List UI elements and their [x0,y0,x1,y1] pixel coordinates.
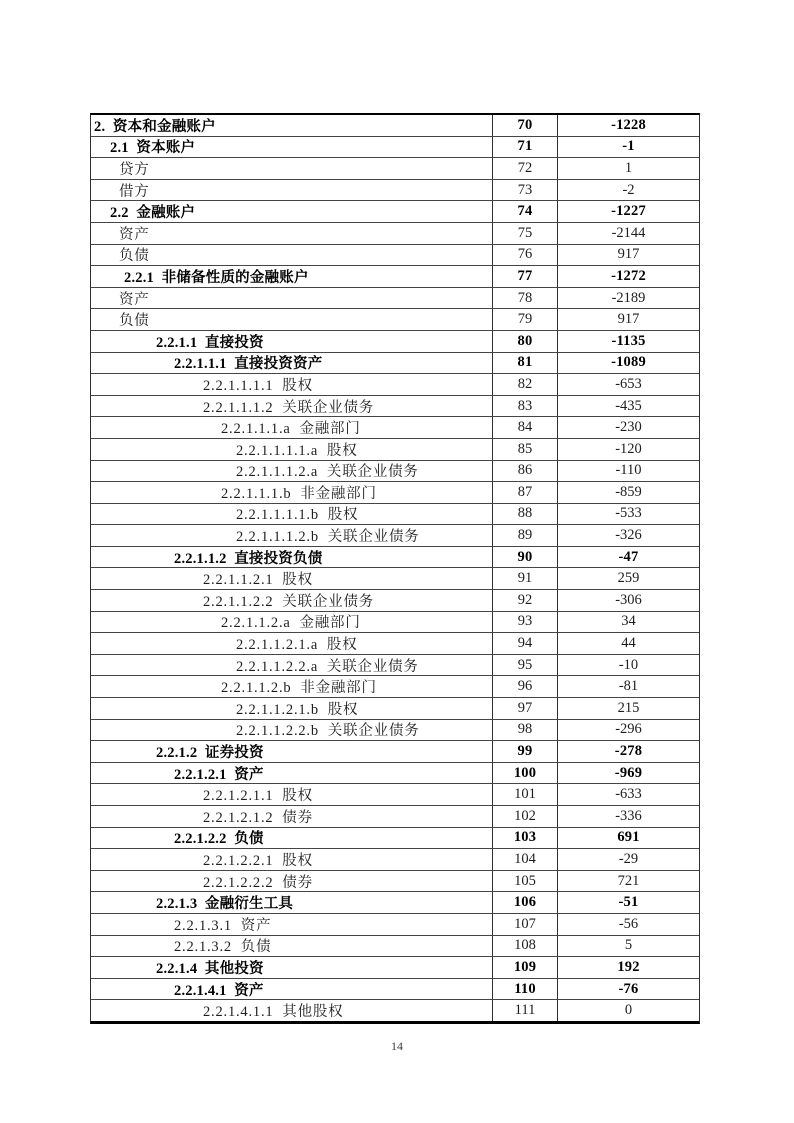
table-row [91,288,699,310]
row-item-label: 负债 [91,245,493,266]
table-row [91,504,699,526]
row-line-number: 102 [493,806,558,827]
row-value: 917 [617,311,640,328]
row-item-label: 2.2.1.2.2.1 股权 [91,849,493,870]
table-row [91,374,699,396]
row-value: 259 [617,570,640,587]
table-row [91,957,699,979]
row-line-number: 103 [493,828,558,849]
row-line-number: 74 [493,201,558,222]
row-line-number: 87 [493,482,558,503]
table-row [91,914,699,936]
row-line-number: 81 [493,353,558,374]
row-value: -2144 [611,224,646,241]
row-item-label: 2.2.1.1.2.1.a 股权 [91,633,493,654]
row-line-number: 107 [493,914,558,935]
row-line-number: 73 [493,180,558,201]
row-item-label: 2.2.1 非储备性质的金融账户 [91,266,493,287]
row-line-number: 70 [493,115,558,136]
table-row [91,137,699,159]
row-item-label: 2.2.1.1.2.1.b 股权 [91,698,493,719]
row-line-number: 82 [493,374,558,395]
row-value: -29 [618,850,639,867]
table-row [91,266,699,288]
row-value: -56 [618,915,639,932]
row-line-number: 72 [493,158,558,179]
row-value: 0 [624,1002,633,1019]
table-row [91,568,699,590]
table-row [91,590,699,612]
row-value: -2189 [611,289,646,306]
row-item-label: 2.2.1.4.1.1 其他股权 [91,1000,493,1021]
row-value: -296 [615,721,642,738]
row-line-number: 79 [493,309,558,330]
table-row [91,1000,699,1021]
table-row [91,180,699,202]
row-line-number: 76 [493,245,558,266]
table-row [91,720,699,742]
row-item-label: 资产 [91,223,493,244]
row-item-label: 2.2.1.2.1 资产 [91,763,493,784]
row-value: -110 [615,462,642,479]
row-item-label: 2.2.1.3 金融衍生工具 [91,892,493,913]
row-item-label: 2.2.1.2.2.2 债券 [91,871,493,892]
table-row [91,396,699,418]
row-line-number: 101 [493,784,558,805]
row-line-number: 98 [493,720,558,741]
table-row [91,741,699,763]
row-item-label: 2.2.1.1.1.2.a 关联企业债务 [91,461,493,482]
row-value: -653 [615,375,642,392]
row-item-label: 2.2.1.1.2.2 关联企业债务 [91,590,493,611]
page-number: 14 [391,1039,403,1053]
table-row [91,676,699,698]
row-value: 691 [617,829,640,846]
row-line-number: 99 [493,741,558,762]
row-line-number: 80 [493,331,558,352]
table-row [91,201,699,223]
row-item-label: 负债 [91,309,493,330]
table-row [91,806,699,828]
row-item-label: 2.2.1.2.1.2 债券 [91,806,493,827]
row-item-label: 2.2.1.1.2.1 股权 [91,568,493,589]
row-item-label: 2.2.1.2.1.1 股权 [91,784,493,805]
row-line-number: 108 [493,936,558,957]
row-value: -1228 [611,116,646,133]
table-row [91,223,699,245]
table-row [91,871,699,893]
table-row [91,331,699,353]
table-row [91,784,699,806]
table-row [91,828,699,850]
table-row [91,525,699,547]
row-value: -47 [618,548,639,565]
row-line-number: 86 [493,461,558,482]
row-value: 215 [617,699,640,716]
row-item-label: 贷方 [91,158,493,179]
table-row [91,612,699,634]
row-value: 5 [624,937,633,954]
row-value: -51 [618,894,639,911]
row-line-number: 91 [493,568,558,589]
row-line-number: 71 [493,137,558,158]
row-line-number: 90 [493,547,558,568]
row-value: -533 [615,505,642,522]
balance-of-payments-table [90,113,700,1024]
row-value: -230 [615,419,642,436]
row-value: 44 [621,635,636,652]
row-item-label: 2.2.1.1.2 直接投资负债 [91,547,493,568]
row-item-label: 2.2.1.1.2.b 非金融部门 [91,676,493,697]
row-value: -1227 [611,203,646,220]
row-item-label: 2.2.1.2 证券投资 [91,741,493,762]
row-value: -1272 [611,267,646,284]
row-value: -306 [615,591,642,608]
row-value: -10 [618,656,639,673]
row-line-number: 92 [493,590,558,611]
table-row [91,353,699,375]
row-value: -120 [615,440,642,457]
row-item-label: 借方 [91,180,493,201]
row-value: -1 [622,138,635,155]
row-line-number: 84 [493,417,558,438]
table-row [91,439,699,461]
row-value: -81 [618,678,639,695]
row-line-number: 77 [493,266,558,287]
row-line-number: 109 [493,957,558,978]
row-line-number: 75 [493,223,558,244]
row-item-label: 2.2.1.4.1 资产 [91,979,493,1000]
row-line-number: 97 [493,698,558,719]
row-line-number: 105 [493,871,558,892]
row-item-label: 2.2.1.1.1.a 金融部门 [91,417,493,438]
table-row [91,633,699,655]
row-line-number: 96 [493,676,558,697]
row-line-number: 93 [493,612,558,633]
row-item-label: 2.2.1.2.2 负债 [91,828,493,849]
row-item-label: 2.2.1.1.1.2.b 关联企业债务 [91,525,493,546]
table-row [91,115,699,137]
table-row [91,461,699,483]
row-value: 1 [624,159,633,176]
row-line-number: 83 [493,396,558,417]
table-row [91,417,699,439]
row-value: -633 [615,786,642,803]
table-row [91,309,699,331]
row-value: -435 [615,397,642,414]
row-item-label: 2.2.1.1.2.2.a 关联企业债务 [91,655,493,676]
row-line-number: 89 [493,525,558,546]
row-item-label: 2.2.1.4 其他投资 [91,957,493,978]
table-row [91,763,699,785]
row-item-label: 2.2.1.1.1.1 股权 [91,374,493,395]
row-item-label: 2.2.1.1 直接投资 [91,331,493,352]
row-value: 917 [617,246,640,263]
row-item-label: 2.2 金融账户 [91,201,493,222]
row-value: 192 [617,958,640,975]
row-line-number: 78 [493,288,558,309]
row-item-label: 2.2.1.3.1 资产 [91,914,493,935]
row-line-number: 94 [493,633,558,654]
table-row [91,698,699,720]
row-item-label: 2.2.1.3.2 负债 [91,936,493,957]
table-row [91,655,699,677]
table-row [91,979,699,1001]
row-value: -278 [614,743,643,760]
row-value: -1135 [611,332,646,349]
row-item-label: 2.2.1.1.1.1.a 股权 [91,439,493,460]
row-item-label: 2.2.1.1.1.b 非金融部门 [91,482,493,503]
table-row [91,158,699,180]
row-item-label: 2.2.1.1.2.a 金融部门 [91,612,493,633]
row-line-number: 85 [493,439,558,460]
row-value: 721 [617,872,640,889]
row-item-label: 2.1 资本账户 [91,137,493,158]
table-row [91,245,699,267]
row-line-number: 88 [493,504,558,525]
row-line-number: 95 [493,655,558,676]
row-item-label: 2.2.1.1.1.1.b 股权 [91,504,493,525]
row-value: -859 [615,483,642,500]
row-item-label: 2.2.1.1.1 直接投资资产 [91,353,493,374]
row-item-label: 资产 [91,288,493,309]
row-item-label: 2. 资本和金融账户 [91,115,493,136]
row-item-label: 2.2.1.1.1.2 关联企业债务 [91,396,493,417]
row-line-number: 106 [493,892,558,913]
table-row [91,482,699,504]
table-row [91,936,699,958]
table-row [91,547,699,569]
row-value: 34 [621,613,636,630]
row-value: -326 [615,527,642,544]
row-line-number: 100 [493,763,558,784]
row-line-number: 111 [493,1000,558,1021]
row-value: -2 [622,181,635,198]
row-line-number: 104 [493,849,558,870]
row-value: -336 [615,807,642,824]
table-row [91,892,699,914]
row-value: -1089 [611,354,646,371]
row-value: -969 [614,764,643,781]
row-item-label: 2.2.1.1.2.2.b 关联企业债务 [91,720,493,741]
row-value: -76 [618,980,639,997]
row-line-number: 110 [493,979,558,1000]
table-row [91,849,699,871]
